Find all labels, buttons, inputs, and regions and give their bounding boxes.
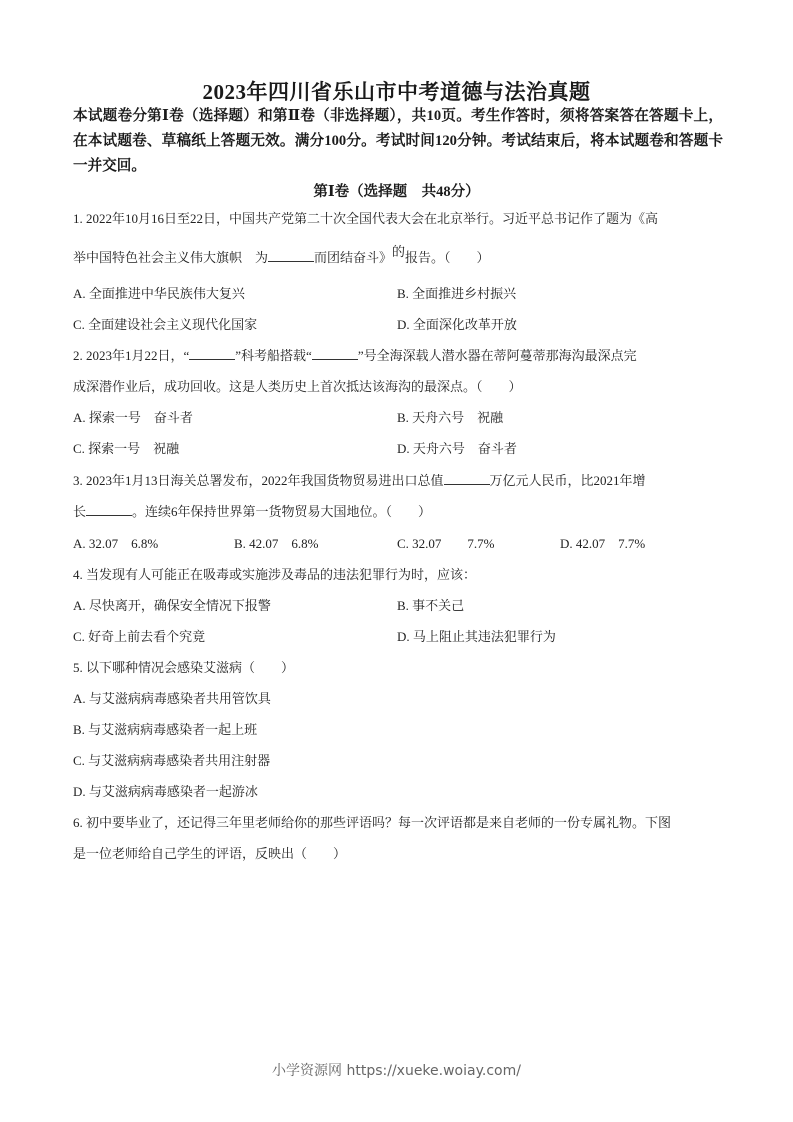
- question-3-text-d: 。连续6年保持世界第一货物贸易大国地位。（ ）: [132, 504, 432, 519]
- document-title: 2023年四川省乐山市中考道德与法治真题: [202, 80, 591, 104]
- q5-option-b: B. 与艾滋病病毒感染者一起上班: [73, 722, 258, 737]
- question-5-line-1: 5. 以下哪种情况会感染艾滋病（ ）: [73, 660, 295, 675]
- question-1-text-a: 举中国特色社会主义伟大旗帜 为: [73, 250, 269, 265]
- answer-blank: [268, 250, 314, 262]
- q4-option-a: A. 尽快离开，确保安全情况下报警: [73, 598, 271, 613]
- question-4-line-1: 4. 当发现有人可能正在吸毒或实施涉及毒品的违法犯罪行为时，应该：: [73, 567, 477, 582]
- q1-option-a: A. 全面推进中华民族伟大复兴: [73, 286, 245, 301]
- question-1-text-d: 报告。（ ）: [405, 250, 490, 265]
- question-3-text-b: 万亿元人民币，比2021年增: [489, 473, 646, 488]
- question-2-text-c: ”号全海深载人潜水器在蒂阿蔓蒂那海沟最深点完: [357, 348, 637, 363]
- q1-option-d: D. 全面深化改革开放: [397, 317, 517, 332]
- q2-option-d: D. 天舟六号 奋斗者: [397, 441, 517, 456]
- q5-option-a: A. 与艾滋病病毒感染者共用管饮具: [73, 691, 271, 706]
- q2-option-a: A. 探索一号 奋斗者: [73, 410, 193, 425]
- question-6-line-2: 是一位老师给自己学生的评语，反映出（ ）: [73, 846, 347, 861]
- question-3-line-1: [73, 470, 646, 489]
- answer-blank: [189, 348, 235, 360]
- q3-option-b: B. 42.07 6.8%: [234, 536, 319, 551]
- q5-option-d: D. 与艾滋病病毒感染者一起游冰: [73, 784, 258, 799]
- question-3-line-2: [73, 501, 431, 520]
- question-2-line-2: 成深潜作业后，成功回收。这是人类历史上首次抵达该海沟的最深点。（ ）: [73, 379, 522, 394]
- question-1-text-b: 而团结奋斗》: [314, 250, 393, 265]
- q4-option-b: B. 事不关己: [397, 598, 465, 613]
- q2-option-c: C. 探索一号 祝融: [73, 441, 180, 456]
- question-1-line-1: 1. 2022年10月16日至22日，中国共产党第二十次全国代表大会在北京举行。习近平总书记作了题为《高: [73, 211, 659, 226]
- answer-blank: [312, 348, 358, 360]
- q3-option-c: C. 32.07 7.7%: [397, 536, 495, 551]
- q5-option-c: C. 与艾滋病病毒感染者共用注射器: [73, 753, 271, 768]
- question-2-text-a: 2. 2023年1月22日，“: [73, 348, 190, 363]
- q4-option-d: D. 马上阻止其违法犯罪行为: [397, 629, 556, 644]
- answer-blank: [86, 504, 132, 516]
- question-2-text-b: ”科考船搭载“: [235, 348, 312, 363]
- q1-option-c: C. 全面建设社会主义现代化国家: [73, 317, 258, 332]
- q3-option-d: D. 42.07 7.7%: [560, 536, 646, 551]
- question-3-text-a: 3. 2023年1月13日海关总署发布，2022年我国货物贸易进出口总值: [73, 473, 444, 488]
- q2-option-b: B. 天舟六号 祝融: [397, 410, 504, 425]
- question-2-line-1: [73, 345, 637, 364]
- q1-option-b: B. 全面推进乡村振兴: [397, 286, 517, 301]
- exam-instructions: 本试题卷分第Ⅰ卷（选择题）和第Ⅱ卷（非选择题），共10页。考生作答时，须将答案答在答题卡上，在本试题卷、草稿纸上答题无效。满分100分。考试时间120分钟。考试结束后，将本试题卷和答题卡一并交回。: [73, 108, 723, 174]
- question-1-line-2: [73, 244, 490, 266]
- question-1-text-c: 的: [392, 244, 406, 259]
- footer-watermark: 小学资源网 https://xueke.woiay.com/: [272, 1063, 521, 1079]
- q3-option-a: A. 32.07 6.8%: [73, 536, 159, 551]
- q4-option-c: C. 好奇上前去看个究竟: [73, 629, 206, 644]
- section-heading: 第Ⅰ卷（选择题 共48分）: [313, 184, 480, 200]
- answer-blank: [444, 473, 490, 485]
- question-3-text-c: 长: [73, 504, 87, 519]
- question-6-line-1: 6. 初中要毕业了，还记得三年里老师给你的那些评语吗？每一次评语都是来自老师的一份专属礼物。下图: [73, 815, 672, 830]
